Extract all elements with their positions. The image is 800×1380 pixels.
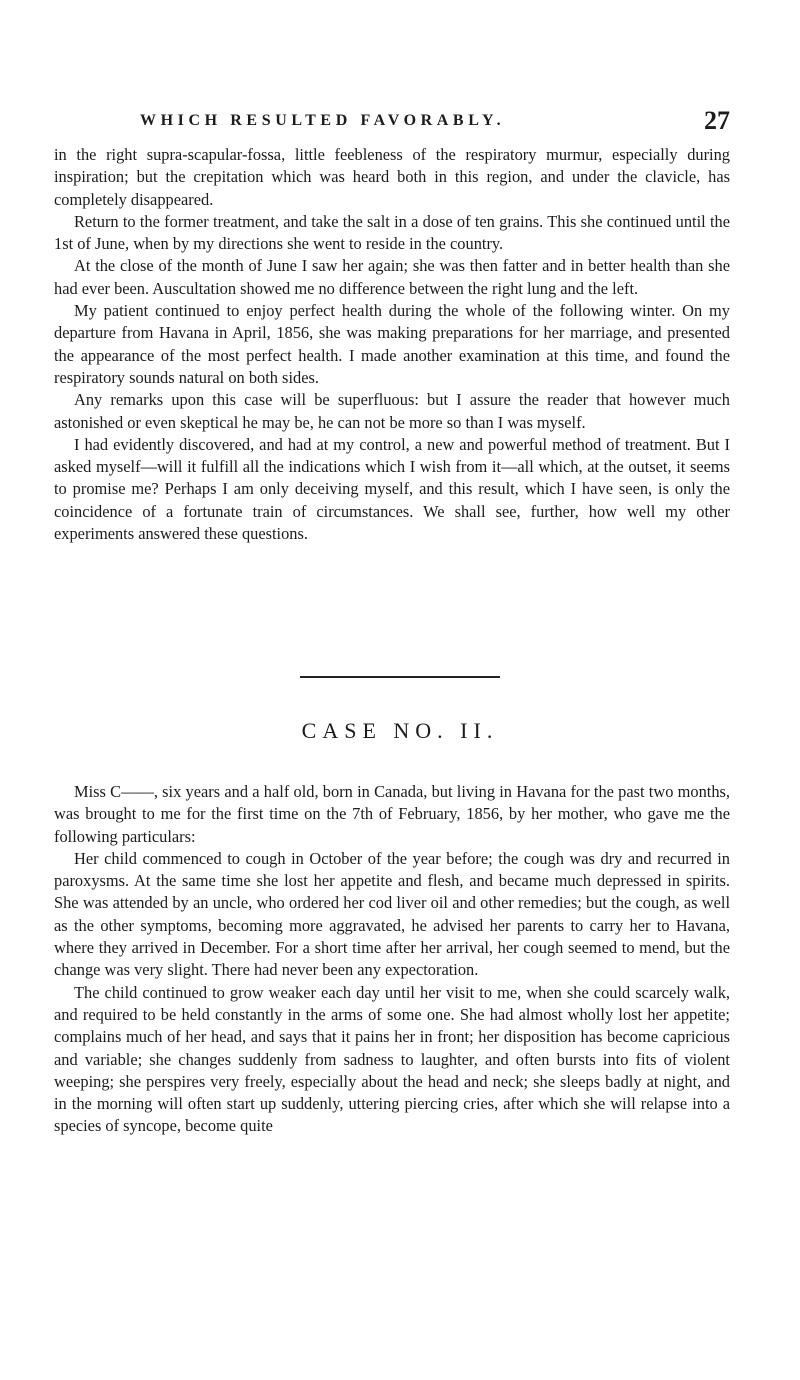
- case-heading: CASE NO. II.: [301, 718, 499, 743]
- running-title: WHICH RESULTED FAVORABLY.: [140, 112, 506, 129]
- paragraph: My patient continued to enjoy perfect health during the whole of the following winter. On my departure from Havana in April, 1856, she was making preparations for her marriage, and presented the appearance of the most perfect health. I made another examination at this time, and found the respiratory sounds natural on both sides.: [54, 301, 730, 387]
- paragraph: At the close of the month of June I saw her again; she was then fatter and in better health than she had ever been. Auscultation showed me no difference between the right lung and the left.: [54, 256, 730, 298]
- paragraph: Her child commenced to cough in October of the year before; the cough was dry and recurred in paroxysms. At the same time she lost her appetite and flesh, and became much depressed in spirits. She was attended by an uncle, who ordered her cod liver oil and other remedies; but the cough, as well as the other symptoms, becoming more aggravated, he advised her parents to carry her to Havana, where they arrived in December. For a short time after her arrival, her cough seemed to mend, but the change was very slight. There had never been any expectoration.: [54, 848, 730, 980]
- paragraph: in the right supra-scapular-fossa, little feebleness of the respiratory murmur, especially during inspiration; but the crepitation which was heard both in this region, and under the clavicle, has completely disappeared.: [54, 145, 730, 209]
- paragraph: Miss C——, six years and a half old, born in Canada, but living in Havana for the past two months, was brought to me for the first time on the 7th of February, 1856, by her mother, who gave me the following particulars:: [54, 782, 730, 846]
- page-number: 27: [704, 106, 730, 135]
- page-header: [140, 106, 730, 136]
- text-block-case-two: [54, 781, 730, 1138]
- paragraph: The child continued to grow weaker each day until her visit to me, when she could scarcely walk, and required to be held constantly in the arms of some one. She had almost wholly lost her appetite; complains much of her head, and says that it pains her in front; her disposition has become capricious and variable; she changes suddenly from sadness to laughter, and often bursts into fits of violent weeping; she perspires very freely, especially about the head and neck; she sleeps badly at night, and in the morning will often start up suddenly, uttering piercing cries, after which she will relapse into a species of syncope, become quite: [54, 982, 730, 1136]
- text-block-case-one-conclusion: [54, 144, 730, 545]
- paragraph: Return to the former treatment, and take the salt in a dose of ten grains. This she continued until the 1st of June, when by my directions she went to reside in the country.: [54, 211, 730, 254]
- paragraph: I had evidently discovered, and had at my control, a new and powerful method of treatment. But I asked myself—will it fulfill all the indications which I wish from it—all which, at the outset, it seems to promise me? Perhaps I am only deceiving myself, and this result, which I have seen, is only the coincidence of a fortunate train of circumstances. We shall see, further, how well my other experiments answered these questions.: [54, 434, 730, 544]
- section-divider: [300, 676, 500, 678]
- paragraph: Any remarks upon this case will be superfluous: but I assure the reader that however much astonished or even skeptical he may be, he can not be more so than I was myself.: [54, 390, 730, 432]
